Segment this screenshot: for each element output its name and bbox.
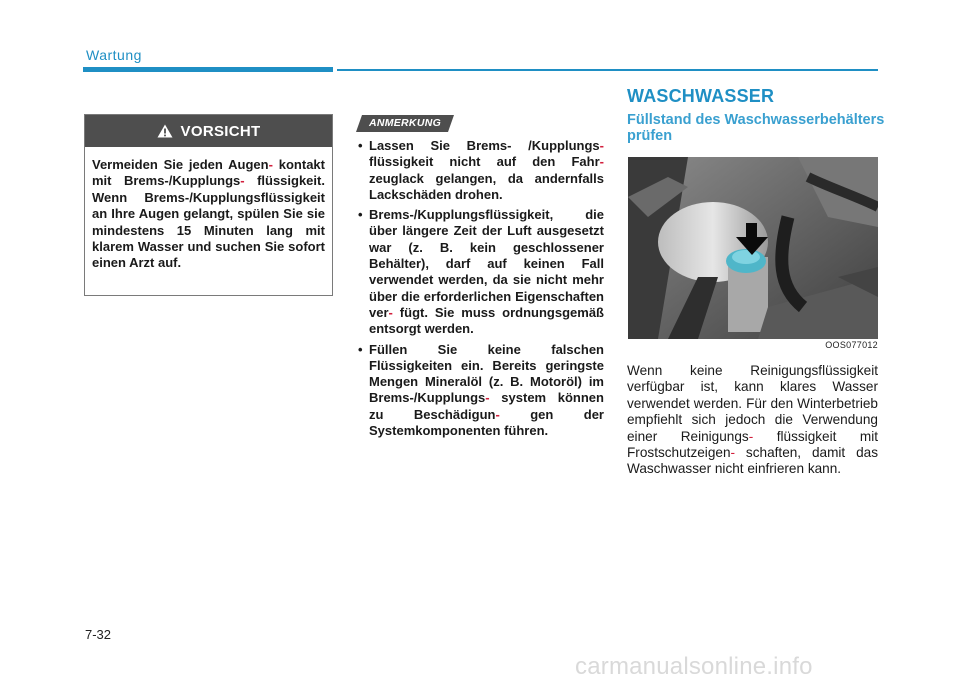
chapter-title: WASCHWASSER	[627, 86, 775, 106]
page-number: 7-32	[85, 627, 112, 642]
engine-bay-photo	[628, 157, 878, 339]
note-tag-label: ANMERKUNG	[368, 117, 442, 129]
warning-triangle-icon	[157, 124, 173, 138]
caution-header	[85, 115, 332, 147]
subsection-title: Füllstand des Waschwasserbehälters prüfen	[627, 112, 885, 144]
header-rule-thin	[337, 69, 878, 71]
note-list	[356, 138, 604, 443]
caution-box	[84, 114, 333, 296]
note-tag	[356, 115, 454, 132]
list-item: • Lassen Sie Brems- /Kupplungs- flüssigkeit nicht auf den Fahr- zeuglack gelangen, da andernfalls Lackschäden drohen.	[356, 138, 604, 203]
watermark: carmanualsonline.info	[575, 653, 813, 680]
washer-text: Wenn keine Reinigungsflüssigkeit verfügbar ist, kann klares Wasser verwendet werden. Für den Winterbetrieb empfiehlt sich jedoch die Verwendung einer Reinigungs- flüssigkeit mit Frostschutzeigen- schaften, damit das Waschwasser nicht einfrieren kann.	[627, 363, 878, 477]
section-title: Wartung	[86, 47, 142, 63]
photo-code: OOS077012	[825, 340, 878, 350]
caution-title: VORSICHT	[180, 122, 261, 140]
list-item: • Füllen Sie keine falschen Flüssigkeiten ein. Bereits geringste Mengen Mineralöl (z. B. Motoröl) im Brems-/Kupplungs- system können zu Beschädigun- gen der Systemkomponenten führen.	[356, 342, 604, 440]
caution-text: Vermeiden Sie jeden Augen- kontakt mit Brems-/Kupplungs- flüssigkeit. Wenn Brems-/Kupplungsflüssigkeit an Ihre Augen gelangt, spülen Sie sie mindestens 15 Minuten lang mit klarem Wasser und suchen Sie sofort einen Arzt auf.	[92, 157, 325, 271]
list-item: • Brems-/Kupplungsflüssigkeit, die über längere Zeit der Luft ausgesetzt war (z. B. kein geschlossener Behälter), darf auf keinen Fall verwendet werden, da sie nicht mehr über die erforderlichen Eigenschaften ver- fügt. Sie muss ordnungsgemäß entsorgt werden.	[356, 207, 604, 337]
header-rule-thick	[83, 67, 333, 72]
